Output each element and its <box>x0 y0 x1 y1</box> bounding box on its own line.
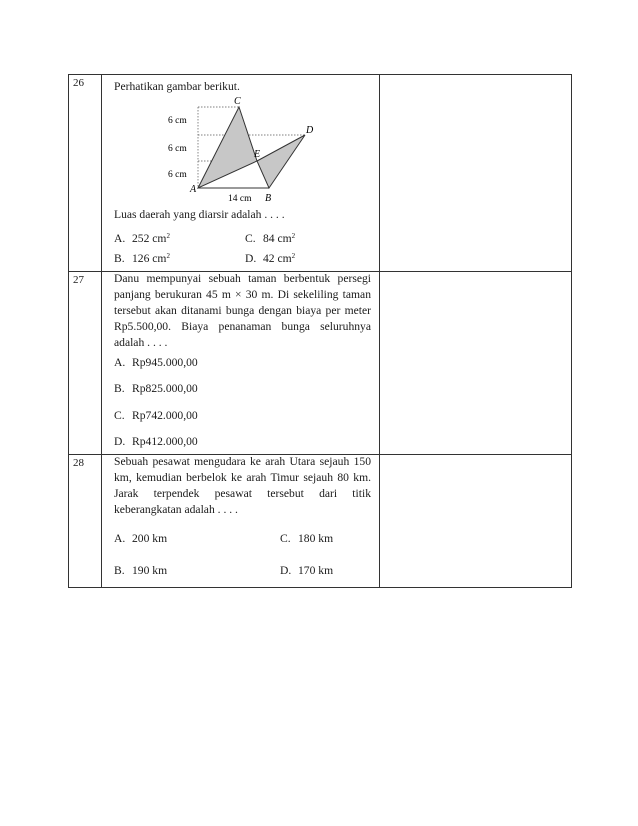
question-stem: Sebuah pesawat mengudara ke arah Utara sejauh 150 km, kemudian berbelok ke arah Timur sejauh 80 km. Jarak terpendek pesawat tersebut dari titik keberangkatan adalah . . . . <box>114 455 371 516</box>
option-c[interactable]: C. 84 $cm^2$ <box>245 232 296 245</box>
option-b[interactable]: B. Rp825.000,00 <box>114 382 198 395</box>
question-number: 27 <box>69 272 102 455</box>
option-d[interactable]: D. 170 km <box>280 564 334 577</box>
question-row-28 <box>69 455 572 588</box>
dim-label: 6 cm <box>168 116 187 126</box>
dim-label: 6 cm <box>168 170 187 180</box>
question-table <box>68 74 572 588</box>
option-c[interactable]: C. Rp742.000,00 <box>114 409 198 422</box>
option-a[interactable]: A. 200 km <box>114 532 168 545</box>
label-b: B <box>265 193 272 203</box>
option-d[interactable]: D. Rp412.000,00 <box>114 435 198 448</box>
answer-cell <box>380 455 572 588</box>
option-b[interactable]: B. 126 $cm^2$ <box>114 252 170 265</box>
question-prompt: Luas daerah yang diarsir adalah . . . . <box>114 208 285 221</box>
question-row-26 <box>69 75 572 272</box>
question-cell <box>102 272 380 455</box>
shaded-triangle-ebd <box>257 135 305 188</box>
option-a[interactable]: A. 252 $cm^2$ <box>114 232 170 245</box>
geometry-figure <box>102 93 379 203</box>
question-cell <box>102 75 380 272</box>
base-label: 14 cm <box>228 194 252 203</box>
question-cell <box>102 455 380 588</box>
option-a[interactable]: A. Rp945.000,00 <box>114 356 198 369</box>
option-d[interactable]: D. 42 $cm^2$ <box>245 252 296 265</box>
question-stem: Perhatikan gambar berikut. <box>114 80 240 93</box>
label-d: D <box>306 125 314 136</box>
question-number: 28 <box>69 455 102 588</box>
question-stem: Danu mempunyai sebuah taman berbentuk persegi panjang berukuran 45 m × 30 m. Di sekeliling taman tersebut akan ditanami bunga dengan biaya per meter Rp5.500,00. Biaya penanaman bunga seluruhnya adalah . . . . <box>114 272 371 349</box>
label-a: A <box>190 184 197 195</box>
answer-cell <box>380 272 572 455</box>
label-c: C <box>234 96 241 107</box>
shaded-triangle-ace <box>198 107 257 188</box>
question-number: 26 <box>69 75 102 272</box>
question-row-27 <box>69 272 572 455</box>
answer-cell <box>380 75 572 272</box>
label-e: E <box>254 149 261 160</box>
option-c[interactable]: C. 180 km <box>280 532 334 545</box>
option-b[interactable]: B. 190 km <box>114 564 168 577</box>
dim-label: 6 cm <box>168 144 187 154</box>
